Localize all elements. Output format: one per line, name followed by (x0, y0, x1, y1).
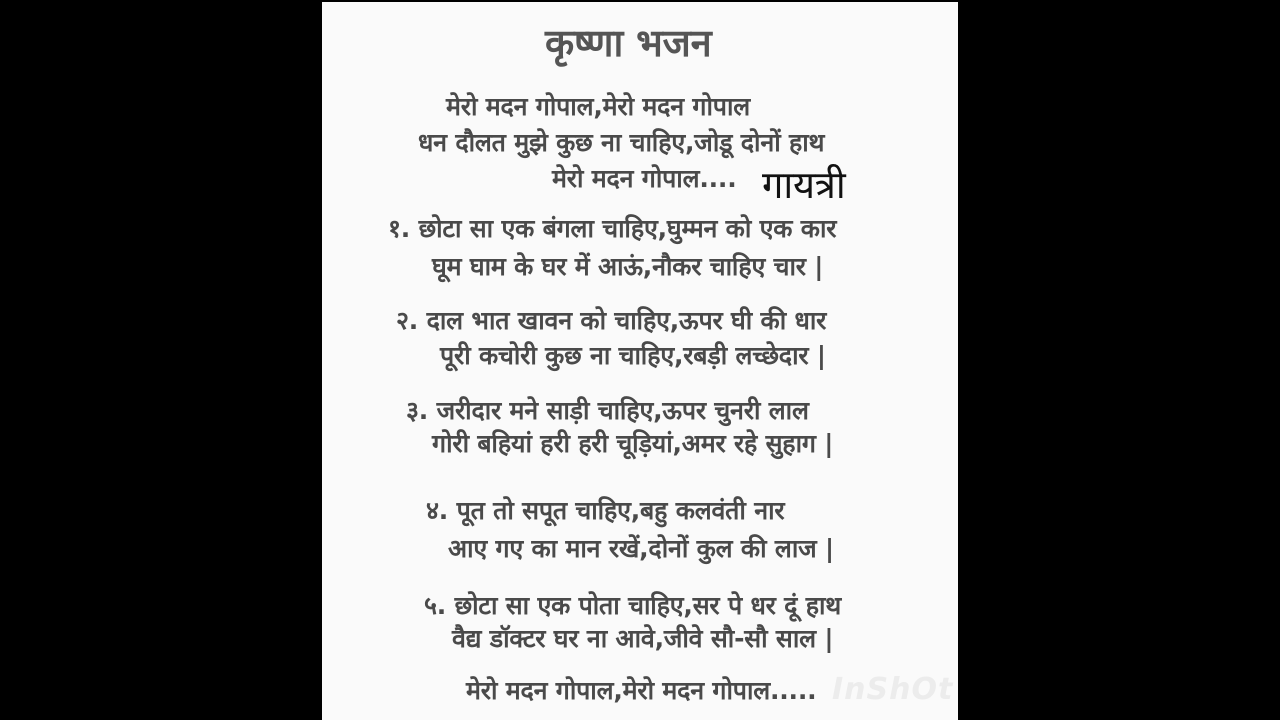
inshot-watermark: InShOt (832, 672, 954, 707)
verse-5-line-2: वैद्य डॉक्टर घर ना आवे,जीवे सौ-सौ साल | (452, 624, 834, 653)
verse-4-line-1: ४. पूत तो सपूत चाहिए,बहु कलवंती नार (426, 496, 785, 525)
closing-line: मेरो मदन गोपाल,मेरो मदन गोपाल..... (466, 676, 817, 705)
verse-1-line-1: १. छोटा सा एक बंगला चाहिए,घुम्मन को एक कार (388, 214, 837, 243)
signature: गायत्री (762, 163, 846, 207)
page-title: कृष्णा भजन (545, 21, 712, 65)
chorus-line-3: मेरो मदन गोपाल.... (552, 164, 737, 193)
verse-1-line-2: घूम घाम के घर में आऊं,नौकर चाहिए चार | (432, 252, 824, 281)
verse-3-line-1: ३. जरीदार मने साड़ी चाहिए,ऊपर चुनरी लाल (406, 396, 809, 425)
verse-4-line-2: आए गए का मान रखें,दोनों कुल की लाज | (448, 534, 834, 563)
verse-2-line-2: पूरी कचोरी कुछ ना चाहिए,रबड़ी लच्छेदार | (440, 341, 826, 370)
verse-5-line-1: ५. छोटा सा एक पोता चाहिए,सर पे धर दूं हाथ (424, 591, 842, 620)
chorus-line-1: मेरो मदन गोपाल,मेरो मदन गोपाल (446, 92, 750, 121)
verse-3-line-2: गोरी बहियां हरी हरी चूड़ियां,अमर रहे सुहाग | (432, 429, 834, 458)
chorus-line-2: धन दौलत मुझे कुछ ना चाहिए,जोडू दोनों हाथ (418, 128, 825, 157)
verse-2-line-1: २. दाल भात खावन को चाहिए,ऊपर घी की धार (396, 306, 827, 335)
bhajan-sheet (322, 2, 958, 720)
